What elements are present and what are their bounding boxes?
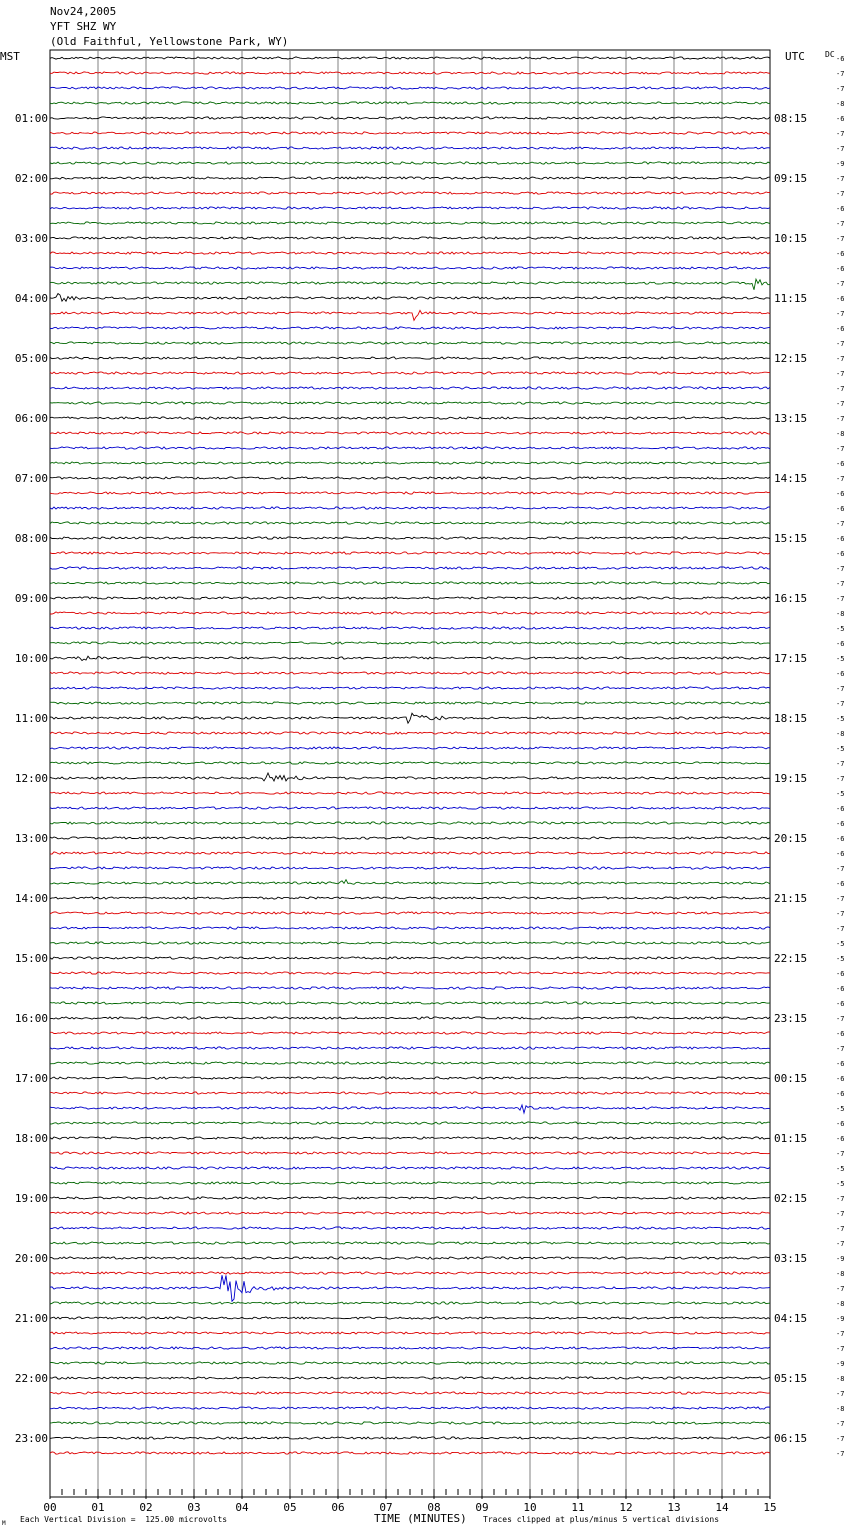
dc-offset-label: -6 — [836, 1090, 845, 1098]
seismic-trace — [50, 1422, 770, 1424]
utc-hour-label: 05:15 — [774, 1372, 808, 1385]
dc-offset-label: -5 — [836, 940, 845, 948]
x-tick-label: 02 — [139, 1501, 153, 1514]
seismic-trace — [50, 537, 770, 539]
dc-offset-label: -7 — [836, 310, 845, 318]
dc-offset-label: -7 — [836, 445, 845, 453]
dc-offset-label: -7 — [836, 130, 845, 138]
mst-hour-label: 14:00 — [14, 892, 48, 905]
seismic-trace — [50, 567, 770, 569]
seismic-trace — [50, 747, 770, 749]
seismic-trace — [50, 867, 770, 869]
dc-offset-label: -6 — [836, 205, 845, 213]
utc-hour-label: 16:15 — [774, 592, 808, 605]
dc-offset-label: -7 — [836, 1210, 845, 1218]
mst-hour-label: 09:00 — [14, 592, 48, 605]
seismic-trace — [50, 1167, 770, 1169]
seismic-trace — [50, 432, 770, 434]
seismic-trace — [50, 807, 770, 809]
dc-offset-label: -5 — [836, 745, 845, 753]
dc-offset-label: -6 — [836, 490, 845, 498]
dc-offset-label: -6 — [836, 55, 845, 63]
x-tick-label: 00 — [43, 1501, 57, 1514]
utc-hour-label: 22:15 — [774, 952, 808, 965]
dc-offset-label: -6 — [836, 1120, 845, 1128]
seismic-trace — [50, 773, 770, 781]
dc-offset-label: -7 — [836, 700, 845, 708]
mst-hour-label: 16:00 — [14, 1012, 48, 1025]
dc-offset-label: -6 — [836, 1075, 845, 1083]
dc-offset-label: -7 — [836, 1345, 845, 1353]
seismic-trace — [50, 732, 770, 734]
dc-offset-label: -8 — [836, 1300, 845, 1308]
dc-offset-label: -7 — [836, 70, 845, 78]
utc-hour-label: 14:15 — [774, 472, 808, 485]
mst-hour-label: 01:00 — [14, 112, 48, 125]
seismic-trace — [50, 192, 770, 194]
dc-offset-label: -7 — [836, 1285, 845, 1293]
seismic-trace — [50, 1275, 770, 1301]
dc-offset-label: -7 — [836, 1150, 845, 1158]
dc-offset-label: -7 — [836, 475, 845, 483]
header-location: (Old Faithful, Yellowstone Park, WY) — [50, 35, 289, 48]
mst-hour-label: 11:00 — [14, 712, 48, 725]
utc-hour-label: 08:15 — [774, 112, 808, 125]
dc-offset-label: -7 — [836, 895, 845, 903]
dc-offset-label: -8 — [836, 1375, 845, 1383]
dc-offset-label: -5 — [836, 1180, 845, 1188]
utc-hour-label: 23:15 — [774, 1012, 808, 1025]
dc-offset-label: -7 — [836, 145, 845, 153]
x-tick-label: 12 — [619, 1501, 633, 1514]
dc-offset-label: -6 — [836, 1030, 845, 1038]
seismic-trace — [50, 252, 770, 254]
dc-offset-label: -7 — [836, 685, 845, 693]
utc-hour-label: 01:15 — [774, 1132, 808, 1145]
dc-offset-label: -7 — [836, 385, 845, 393]
seismic-trace — [50, 762, 770, 764]
dc-offset-label: -5 — [836, 790, 845, 798]
dc-offset-label: -7 — [836, 775, 845, 783]
seismic-trace — [50, 1002, 770, 1004]
dc-offset-label: -7 — [836, 1015, 845, 1023]
utc-hour-label: 20:15 — [774, 832, 808, 845]
dc-offset-label: -7 — [836, 1195, 845, 1203]
utc-hour-label: 04:15 — [774, 1312, 808, 1325]
dc-offset-label: -6 — [836, 295, 845, 303]
seismic-trace — [50, 1077, 770, 1079]
dc-offset-label: -8 — [836, 730, 845, 738]
seismic-trace — [50, 402, 770, 404]
utc-hour-label: 11:15 — [774, 292, 808, 305]
seismic-trace — [50, 792, 770, 794]
mst-hour-label: 03:00 — [14, 232, 48, 245]
seismic-trace — [50, 1362, 770, 1364]
utc-hour-label: 02:15 — [774, 1192, 808, 1205]
dc-offset-label: -6 — [836, 115, 845, 123]
utc-hour-label: 00:15 — [774, 1072, 808, 1085]
seismic-trace — [50, 912, 770, 914]
seismic-trace — [50, 147, 770, 149]
seismic-trace — [50, 342, 770, 344]
right-timezone-label: UTC — [785, 50, 805, 63]
utc-hour-label: 06:15 — [774, 1432, 808, 1445]
dc-offset-label: -8 — [836, 610, 845, 618]
dc-offset-label: -7 — [836, 1225, 845, 1233]
x-tick-label: 06 — [331, 1501, 345, 1514]
dc-offset-label: -7 — [836, 340, 845, 348]
seismic-trace — [50, 942, 770, 944]
x-tick-label: 05 — [283, 1501, 297, 1514]
seismic-trace — [50, 612, 770, 614]
seismic-trace — [50, 327, 770, 329]
seismic-trace — [50, 87, 770, 89]
seismic-trace — [50, 1092, 770, 1094]
seismic-trace — [50, 132, 770, 134]
dc-offset-label: -7 — [836, 280, 845, 288]
seismic-trace — [50, 267, 770, 269]
x-tick-label: 08 — [427, 1501, 441, 1514]
dc-offset-label: -9 — [836, 1315, 845, 1323]
dc-offset-label: -7 — [836, 910, 845, 918]
dc-offset-label: -7 — [836, 580, 845, 588]
seismic-trace — [50, 310, 770, 320]
dc-offset-label: -6 — [836, 1060, 845, 1068]
dc-offset-label: -7 — [836, 1330, 845, 1338]
dc-offset-label: -7 — [836, 1240, 845, 1248]
seismic-trace — [50, 1197, 770, 1199]
dc-offset-label: -5 — [836, 625, 845, 633]
seismic-trace — [50, 702, 770, 704]
dc-offset-label: -7 — [836, 85, 845, 93]
dc-offset-label: -7 — [836, 1420, 845, 1428]
mst-hour-label: 13:00 — [14, 832, 48, 845]
seismic-trace — [50, 102, 770, 104]
mst-hour-label: 20:00 — [14, 1252, 48, 1265]
seismic-trace — [50, 522, 770, 524]
seismic-trace — [50, 713, 770, 723]
dc-offset-label: -7 — [836, 1045, 845, 1053]
seismic-trace — [50, 1047, 770, 1049]
x-tick-label: 13 — [667, 1501, 681, 1514]
utc-hour-label: 21:15 — [774, 892, 808, 905]
x-tick-label: 01 — [91, 1501, 105, 1514]
seismic-trace — [50, 880, 770, 885]
x-tick-label: 09 — [475, 1501, 489, 1514]
seismic-trace — [50, 387, 770, 389]
seismic-trace — [50, 1137, 770, 1139]
dc-offset-label: -7 — [836, 175, 845, 183]
x-axis-title: TIME (MINUTES) — [374, 1512, 467, 1525]
seismic-trace — [50, 447, 770, 449]
seismic-trace — [50, 597, 770, 599]
seismic-trace — [50, 1032, 770, 1034]
mst-hour-label: 21:00 — [14, 1312, 48, 1325]
seismic-trace — [50, 1347, 770, 1349]
mst-hour-label: 18:00 — [14, 1132, 48, 1145]
left-timezone-label: MST — [0, 50, 20, 63]
dc-offset-label: -6 — [836, 970, 845, 978]
mst-hour-label: 05:00 — [14, 352, 48, 365]
seismic-trace — [50, 417, 770, 419]
seismic-trace — [50, 1257, 770, 1259]
mst-hour-label: 19:00 — [14, 1192, 48, 1205]
dc-offset-label: -6 — [836, 550, 845, 558]
dc-offset-label: -7 — [836, 355, 845, 363]
seismic-trace — [50, 117, 770, 119]
seismic-trace — [50, 582, 770, 584]
dc-offset-label: -6 — [836, 535, 845, 543]
dc-offset-label: -7 — [836, 1390, 845, 1398]
dc-offset-label: -6 — [836, 1000, 845, 1008]
dc-offset-label: -6 — [836, 505, 845, 513]
dc-offset-label: -5 — [836, 1105, 845, 1113]
dc-offset-label: -5 — [836, 1165, 845, 1173]
dc-offset-label: -8 — [836, 430, 845, 438]
seismic-trace — [50, 972, 770, 974]
seismic-trace — [50, 1302, 770, 1304]
seismic-trace — [50, 1407, 770, 1409]
seismic-trace — [50, 987, 770, 989]
x-tick-label: 04 — [235, 1501, 249, 1514]
seismic-trace — [50, 477, 770, 479]
utc-hour-label: 15:15 — [774, 532, 808, 545]
seismic-trace — [50, 672, 770, 674]
scale-note: Each Vertical Division = 125.00 microvolts — [20, 1515, 228, 1524]
dc-offset-label: -9 — [836, 1360, 845, 1368]
dc-offset-label: -8 — [836, 1405, 845, 1413]
seismic-trace — [50, 1452, 770, 1454]
seismic-trace — [50, 852, 770, 854]
seismic-trace — [50, 656, 770, 660]
seismic-trace — [50, 237, 770, 239]
seismic-trace — [50, 1062, 770, 1064]
dc-offset-label: -5 — [836, 955, 845, 963]
dc-offset-label: -7 — [836, 760, 845, 768]
seismic-trace — [50, 927, 770, 929]
mst-hour-label: 02:00 — [14, 172, 48, 185]
seismic-trace — [50, 357, 770, 359]
dc-offset-label: -8 — [836, 100, 845, 108]
x-tick-label: 15 — [763, 1501, 777, 1514]
x-tick-label: 10 — [523, 1501, 537, 1514]
dc-offset-label: -6 — [836, 1135, 845, 1143]
seismic-trace — [50, 687, 770, 689]
dc-offset-label: -5 — [836, 715, 845, 723]
seismic-trace — [50, 552, 770, 554]
seismic-trace — [50, 1152, 770, 1154]
seismic-trace — [50, 72, 770, 74]
utc-hour-label: 03:15 — [774, 1252, 808, 1265]
utc-hour-label: 18:15 — [774, 712, 808, 725]
dc-offset-label: -6 — [836, 850, 845, 858]
seismic-trace — [50, 294, 770, 302]
dc-offset-label: -7 — [836, 190, 845, 198]
seismic-trace — [50, 957, 770, 959]
utc-hour-label: 09:15 — [774, 172, 808, 185]
x-tick-label: 07 — [379, 1501, 393, 1514]
clip-note: Traces clipped at plus/minus 5 vertical divisions — [483, 1515, 720, 1524]
seismic-trace — [50, 1377, 770, 1379]
seismic-trace — [50, 1212, 770, 1214]
dc-offset-label: -7 — [836, 925, 845, 933]
corner-mark: M — [2, 1520, 6, 1527]
dc-offset-label: -7 — [836, 220, 845, 228]
dc-offset-label: -6 — [836, 460, 845, 468]
seismic-trace — [50, 1105, 770, 1113]
dc-offset-label: -6 — [836, 835, 845, 843]
dc-offset-label: -6 — [836, 640, 845, 648]
mst-hour-label: 07:00 — [14, 472, 48, 485]
dc-offset-label: -9 — [836, 160, 845, 168]
mst-hour-label: 22:00 — [14, 1372, 48, 1385]
dc-offset-label: -7 — [836, 520, 845, 528]
seismic-trace — [50, 642, 770, 644]
seismic-trace — [50, 162, 770, 164]
dc-offset-label: -7 — [836, 865, 845, 873]
seismic-trace — [50, 1182, 770, 1184]
seismic-trace — [50, 177, 770, 179]
dc-offset-label: -7 — [836, 370, 845, 378]
mst-hour-label: 08:00 — [14, 532, 48, 545]
seismic-trace — [50, 1272, 770, 1274]
seismic-trace — [50, 57, 770, 59]
utc-hour-label: 17:15 — [774, 652, 808, 665]
mst-hour-label: 15:00 — [14, 952, 48, 965]
dc-offset-label: -7 — [836, 415, 845, 423]
dc-offset-label: -6 — [836, 325, 845, 333]
mst-hour-label: 06:00 — [14, 412, 48, 425]
seismic-trace — [50, 462, 770, 464]
seismic-trace — [50, 1227, 770, 1229]
seismic-trace — [50, 207, 770, 209]
seismic-trace — [50, 507, 770, 509]
dc-offset-label: -6 — [836, 265, 845, 273]
utc-hour-label: 12:15 — [774, 352, 808, 365]
mst-hour-label: 12:00 — [14, 772, 48, 785]
dc-offset-label: -7 — [836, 1450, 845, 1458]
mst-hour-label: 10:00 — [14, 652, 48, 665]
seismic-trace — [50, 1242, 770, 1244]
mst-hour-label: 17:00 — [14, 1072, 48, 1085]
seismic-trace — [50, 1332, 770, 1334]
dc-offset-label: -7 — [836, 565, 845, 573]
seismic-trace — [50, 1437, 770, 1439]
seismic-trace — [50, 1392, 770, 1394]
header-station: YFT SHZ WY — [50, 20, 117, 33]
utc-hour-label: 19:15 — [774, 772, 808, 785]
dc-offset-label: -7 — [836, 1435, 845, 1443]
dc-offset-label: -7 — [836, 400, 845, 408]
seismic-trace — [50, 222, 770, 224]
dc-offset-label: -5 — [836, 655, 845, 663]
x-tick-label: 14 — [715, 1501, 729, 1514]
header-date: Nov24,2005 — [50, 5, 117, 18]
dc-offset-label: -6 — [836, 670, 845, 678]
seismic-trace — [50, 1122, 770, 1124]
seismic-trace — [50, 279, 770, 290]
seismic-trace — [50, 372, 770, 374]
dc-offset-label: -7 — [836, 595, 845, 603]
seismic-trace — [50, 897, 770, 899]
dc-offset-label: -6 — [836, 820, 845, 828]
seismic-trace — [50, 1017, 770, 1019]
dc-offset-label: -9 — [836, 1255, 845, 1263]
mst-hour-label: 04:00 — [14, 292, 48, 305]
utc-hour-label: 13:15 — [774, 412, 808, 425]
mst-hour-label: 23:00 — [14, 1432, 48, 1445]
seismic-trace — [50, 822, 770, 824]
seismic-trace — [50, 837, 770, 839]
dc-offset-label: -8 — [836, 1270, 845, 1278]
dc-offset-label: -6 — [836, 880, 845, 888]
x-tick-label: 11 — [571, 1501, 585, 1514]
utc-hour-label: 10:15 — [774, 232, 808, 245]
x-tick-label: 03 — [187, 1501, 201, 1514]
dc-offset-label: -7 — [836, 235, 845, 243]
dc-offset-label: -6 — [836, 805, 845, 813]
seismic-trace — [50, 627, 770, 629]
dc-offset-label: -6 — [836, 985, 845, 993]
dc-label: DC — [825, 50, 835, 59]
seismic-trace — [50, 1317, 770, 1319]
dc-offset-label: -6 — [836, 250, 845, 258]
seismic-trace — [50, 492, 770, 494]
